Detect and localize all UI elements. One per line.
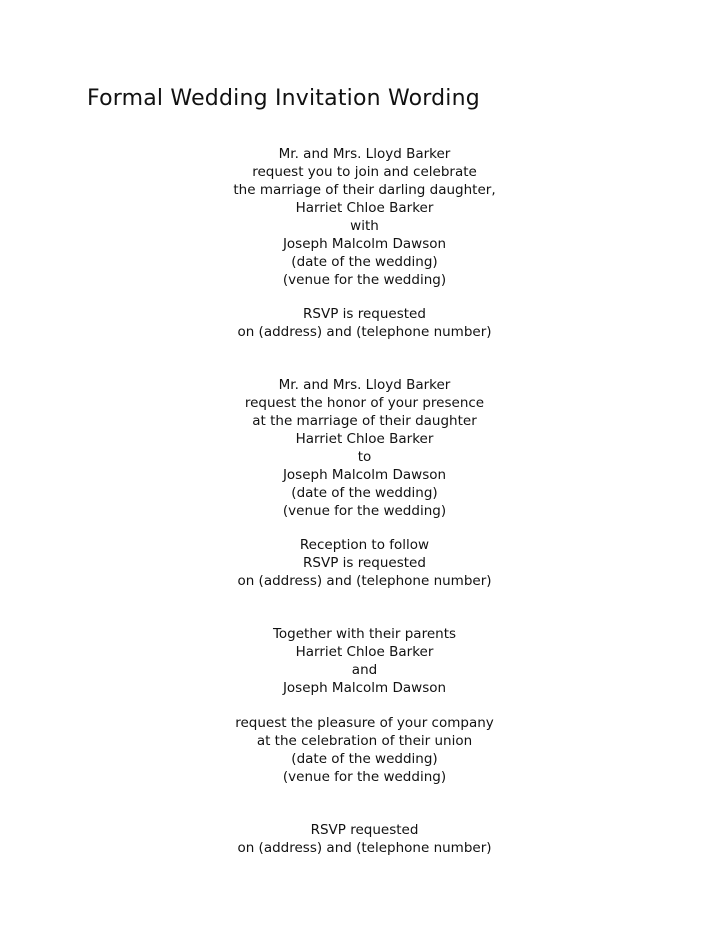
invitation-line: Joseph Malcolm Dawson xyxy=(282,236,447,252)
invitation-2-body xyxy=(212,376,517,520)
invitation-line: Mr. and Mrs. Lloyd Barker xyxy=(278,146,451,162)
rsvp-line: RSVP is requested xyxy=(303,306,426,322)
rsvp-line: RSVP is requested xyxy=(303,555,426,571)
invitation-line: Joseph Malcolm Dawson xyxy=(282,467,447,483)
invitation-line: the marriage of their darling daughter, xyxy=(233,182,496,198)
invitation-3-rsvp xyxy=(212,821,517,857)
invitation-line: (date of the wedding) xyxy=(291,751,438,767)
invitation-line: at the celebration of their union xyxy=(256,733,473,749)
invitation-line: request the pleasure of your company xyxy=(235,715,494,731)
rsvp-line: on (address) and (telephone number) xyxy=(237,324,492,340)
rsvp-line: on (address) and (telephone number) xyxy=(237,573,492,589)
invitation-line: (venue for the wedding) xyxy=(282,503,447,519)
invitation-line: Harriet Chloe Barker xyxy=(295,644,434,660)
rsvp-line: Reception to follow xyxy=(299,537,430,553)
rsvp-line: on (address) and (telephone number) xyxy=(237,840,492,856)
invitation-line: and xyxy=(351,662,378,678)
invitation-line: (date of the wedding) xyxy=(291,254,438,270)
invitation-line: Mr. and Mrs. Lloyd Barker xyxy=(278,377,451,393)
invitation-line: to xyxy=(357,449,372,465)
invitation-3-body xyxy=(212,714,517,786)
invitation-1-rsvp xyxy=(212,305,517,341)
invitation-line: Harriet Chloe Barker xyxy=(295,200,434,216)
invitation-line: with xyxy=(350,218,379,234)
page-title: Formal Wedding Invitation Wording xyxy=(87,86,480,111)
invitation-3-intro xyxy=(212,625,517,697)
invitation-line: Together with their parents xyxy=(272,626,457,642)
rsvp-line: RSVP requested xyxy=(310,822,419,838)
invitation-line: Joseph Malcolm Dawson xyxy=(282,680,447,696)
invitation-line: at the marriage of their daughter xyxy=(252,413,477,429)
invitation-line: request the honor of your presence xyxy=(244,395,485,411)
invitation-line: (date of the wedding) xyxy=(291,485,438,501)
invitation-line: request you to join and celebrate xyxy=(252,164,477,180)
invitation-1-body xyxy=(212,145,517,289)
invitation-2-rsvp xyxy=(212,536,517,590)
invitation-line: (venue for the wedding) xyxy=(282,769,447,785)
invitation-line: Harriet Chloe Barker xyxy=(295,431,434,447)
invitation-line: (venue for the wedding) xyxy=(282,272,447,288)
